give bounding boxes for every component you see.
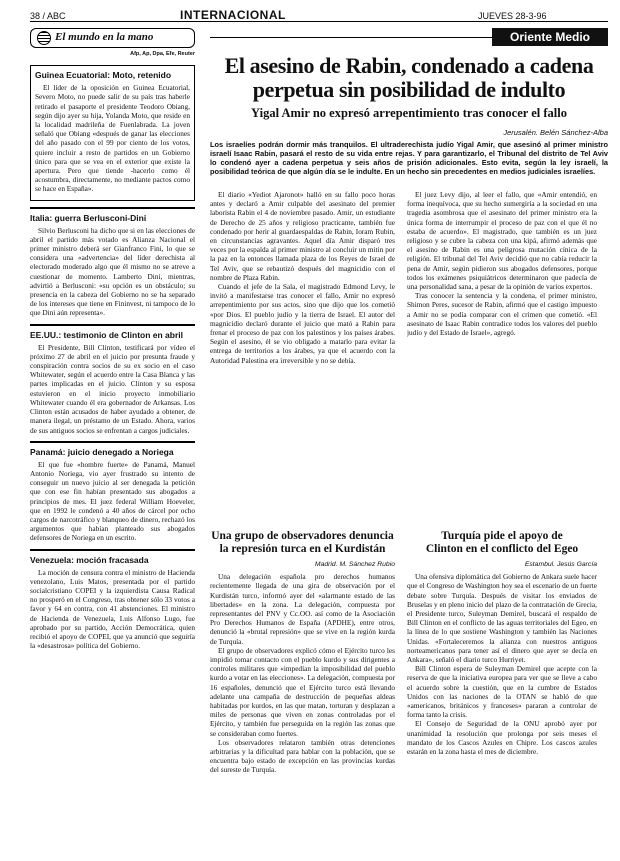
brief-italia xyxy=(30,207,195,318)
brief-title: Panamá: juicio denegado a Noriega xyxy=(30,446,174,457)
globe-icon xyxy=(37,31,51,45)
agency-credits: Afp, Ap, Dpa, Efe, Reuter xyxy=(130,51,195,57)
kurdistan-article xyxy=(210,530,395,861)
section-kicker: Oriente Medio xyxy=(492,28,608,46)
page-header xyxy=(30,8,608,22)
turkey-byline: Estambul. Jesús García xyxy=(524,561,597,568)
headline-line: Una grupo de observadores denuncia xyxy=(211,530,394,542)
headline-line: la represión turca en el Kurdistán xyxy=(219,543,386,555)
main-byline: Jerusalén. Belén Sánchez-Alba xyxy=(503,128,608,137)
body-paragraph: Tras conocer la sentencia y la condena, el primer ministro, Shimon Peres, sucesor de Rabin, afirmó que el castigo impuesto a Amir no se podía comparar con el crimen que cometió. «El asesinato de Isaac Rabin contradice todos los valores del pueblo judío y del Estado de Israel», agregó. xyxy=(407,291,597,338)
turkey-body xyxy=(407,572,597,861)
brief-text: La moción de censura contra el ministro de Hacienda venezolano, Luis Matos, presentada por el partido socialcristiano COPEI y la izquierdista Causa Radical no prosperó en el Congreso, tras obtener sólo 33 votos a favor y 64 en contra, con 41 abstenciones. El ministro de Hacienda de Venezuela, Luis Alfonso Lugo, fue aprobado por su partido, Acción Democrática, quien recibió el apoyo de COPEI, que ya anunció que seguiría la «desastrosa» política del Gobierno. xyxy=(30,567,195,651)
headline-line: perpetua sin posibilidad de indulto xyxy=(252,77,566,102)
body-paragraph: El Consejo de Seguridad de la ONU aprobó ayer por unanimidad la resolución que prolonga por seis meses el mandato de los Cascos Azules en Chipre. Los cascos azules estarán en la zona hasta el mes de diciembre. xyxy=(407,719,597,757)
body-paragraph: Una delegación española pro derechos humanos recientemente llegada de una gira de observación por el Kurdistán turco, informó ayer del «alarmante estado de las libertades» en la zona. La delegación, compuesta por representantes del PNV y Cc.OO. así como de la Asociación Pro Derechos Humanos de España (APDHE), entre otros, denunció la «brutal represión» que se vive en la región kurda de Turquía. xyxy=(210,572,395,646)
brief-text: El Presidente, Bill Clinton, testificará por vídeo el próximo 27 de abril en el juicio por presunta fraude y conspiración contra socios de su ex socio en el caso Whitewater, según el acuerdo entre la Casa Blanca y las partes implicadas en el juicio. Clinton y su esposa estuvieron en el inicio proyecto inmobiliario Whitewater cuando él era gobernador de Arkansas. Los Clinton están acusados de haber ayudado a obtener, de manera ilegal, un préstamo de un Estado. Ahora, varios de sus antiguos socios se enfrentan a cargos judiciales. xyxy=(30,342,195,435)
brief-title: Venezuela: moción fracasada xyxy=(30,554,149,565)
body-paragraph: El diario «Yediot Ajaronot» halló en su fallo poco horas antes y declaró a Amir culpable del asesinato del premier laborista Rabin el 4 de noviembre pasado. Amir, un estudiante de Derecho de 25 años y religioso practicante, también fue condenado por herir al guardaespaldas de Rabin, Ioram Rubin, en circunstancias agravantes. Aquel día Amir disparó tres veces por la espalda al primer ministro al concluir un mitin por la paz en la entonces llamada plaza de los Reyes de Israel de Tel Aviv, que se rebautizó después del magnicidio con el nombre de Plaza Rabin. xyxy=(210,190,395,282)
sidebar-column xyxy=(30,28,195,853)
brief-text: Silvio Berlusconi ha dicho que si en las elecciones de abril el partido más votado es Alianza Nacional el primer ministro deberá ser Gianfranco Fini, lo que se considera una «advertencia» del líder derechista al electorado moderado algo que él mismo no se atreve a cuestionar de momento. Lamberto Dini, mientras, advirtió a Berlusconi: «su opción es un obstáculo; su presencia en la cabeza del Gobierno no se ha separado de los intereses que tiene en Fininvest, ni tampoco de lo que Dini aún representa». xyxy=(30,225,195,318)
kurdistan-body xyxy=(210,572,395,861)
kurdistan-headline xyxy=(210,530,395,556)
brief-title: EE.UU.: testimonio de Clinton en abril xyxy=(30,329,184,340)
brief-eeuu xyxy=(30,324,195,435)
page-number: 38 / ABC xyxy=(30,11,66,21)
brief-venezuela xyxy=(30,549,195,651)
brief-title: Guinea Ecuatorial: Moto, retenido xyxy=(35,70,172,81)
issue-date: JUEVES 28-3-96 xyxy=(478,11,547,21)
brief-title: Italia: guerra Berlusconi-Dini xyxy=(30,212,147,223)
section-title: INTERNACIONAL xyxy=(180,8,286,22)
turkey-headline xyxy=(407,530,597,556)
body-paragraph: Los observadores relataron también otras detenciones arbitrarias y la dificultad para hablar con la población, que se encuentra bajo estado de excepción en las provincias kurdas del sureste de Turquía. xyxy=(210,737,395,775)
body-paragraph: El juez Levy dijo, al leer el fallo, que «Amir entendió, en forma inequívoca, que su hecho sumergiría a la sociedad en una tragedia asombrosa que el asesinato del primer ministro era la única forma de interrumpir el proceso de paz con el que él no estaba de acuerdo». El magistrado, que también es un juez religioso y se cubre la cabeza con una kipá, afirmó además que el asesino de Rabin es una peligrosa mutación cínica de la religión. El tribunal del Tel Aviv decidió que no cabía reducir la pena de Amir, según pidieron sus abogados defensores, porque todos los exámenes psiquiátricos determinaron que padecía de una personalidad sana, a pesar de la opinión de varios expertos. xyxy=(407,190,597,292)
main-subheadline: Yigal Amir no expresó arrepentimiento tras conocer el fallo xyxy=(251,106,567,120)
kurdistan-byline: Madrid. M. Sánchez Rubio xyxy=(314,561,395,568)
sidebar-title: El mundo en la mano xyxy=(55,31,154,44)
turkey-article xyxy=(407,530,597,861)
body-paragraph: El grupo de observadores explicó cómo el Ejército turco les impidió tomar contacto con el pueblo kurdo y sus dirigentes a controles militares que «impedían la imposibilidad del pueblo kurdo a votar en las elecciones». La delegación, compuesta por 16 españoles, denunció que el Ejército turco está llevando adelante una campaña de destrucción de pequeñas aldeas habitadas por kurdos, en las que matan, torturan y desplazan a miles de personas que viven en zonas controladas por el Ejército, y también fue perseguida en la región las zonas que se consideraban como fuertes. xyxy=(210,645,395,738)
brief-text: El líder de la oposición en Guinea Ecuatorial, Severo Moto, no puede salir de su país tras haberle retirado el pasaporte el presidente Teodoro Obiang, según dijo ayer su hija, Yolanda Moto, que reside en la localidad madrileña de Fuenlabrada. La joven señaló que Obiang «después de ganar las elecciones del año pasado con el 99 por ciento de los votos, quiere incluir a resto de partidos en un Gobierno único para que se vea en el exterior que existe la apertura. Pero que tiende -hacerlo como él acostumbra, directamente, no mediante pactos como se hace en España». xyxy=(35,83,190,194)
headline-line: Clinton en el conflicto del Egeo xyxy=(425,543,579,555)
main-headline xyxy=(210,54,608,102)
headline-line: Turquía pide el apoyo de xyxy=(441,530,563,542)
body-column-2 xyxy=(407,190,597,370)
brief-text: El que fue «hombre fuerte» de Panamá, Manuel Antonio Noriega, vio ayer frustrado su intento de conseguir un nuevo juicio al ser denegada la petición que con ese fin habían presentado sus abogados a principios de mes. El juez federal William Hoeveler, que en 1992 le condenó a 40 años de cárcel por ocho cargos de narcotráfico y blanqueo de dinero, rechazó los argumentos que habían planteado sus abogados defensores de Noriega en un escrito. xyxy=(30,459,195,543)
headline-line: El asesino de Rabin, condenado a cadena xyxy=(224,53,594,78)
brief-guinea xyxy=(30,65,195,200)
body-paragraph: Cuando el jefe de la Sala, el magistrado Edmond Levy, le invitó a manifestarse tras conocer el fallo, Amir no expresó arrepentimiento por sus actos, sino que dijo que los cometió «por Dios. El pueblo judío y la tierra de Israel. El autor del magnicidio declaró durante el juicio que mató a Rabin para frenar el proceso de paz con los palestinos y los países árabes. Según el asesino, él se vio obligado a matarlo para evitar la entrega de territorios a los árabes, ya que el acuerdo con la Autoridad Palestina era irreversible y no se debía. xyxy=(210,282,395,365)
main-lead: Los israelíes podrán dormir más tranquilos. El ultraderechista judío Yigal Amir, que asesinó al primer ministro israelí Isaac Rabin, pasará el resto de su vida entre rejas. Y para garantizarlo, el Tribunal del distrito de Tel Aviv lo condenó ayer a cadena perpetua y seis años de prisión adicionales. Esto evita, según la ley israelí, la posibilidad teórica de que algún día se le indulte. En un hecho sin precedentes en medios judiciales israelíes. xyxy=(210,140,608,176)
sidebar-title-box xyxy=(30,28,195,48)
brief-panama xyxy=(30,441,195,543)
body-paragraph: Bill Clinton espera de Suleyman Demirel que acepte con la reserva de que la iniciativa europea para ver que se lleve a cabo el acuerdo sobre la cuestión, que en la cumbre de Estados Unidos con las naciones de la OTAN se habló de que «americanos, británicos y franceses» pararan a controlar de forma tanto la crisis. xyxy=(407,664,597,720)
body-column-1 xyxy=(210,190,395,370)
body-paragraph: Una ofensiva diplomática del Gobierno de Ankara suele hacer que el Congreso de Washington hoy sea el escenario de un fuerte debate sobre Turquía. Después de visitar los enviados de Bruselas y en pleno inicio del plazo de la contratación de Grecia, el Presidente turco, Suleyman Demirel, buscará el respaldo de Bill Clinton en el conflicto de las aguas territoriales del Egeo, en la línea de lo que sostiene Washington y también las Naciones Unidas. «Fortaleceremos la alianza con nuestros antiguos norteamericanos para tener así el dinero que ayer se decía en Ankara», señaló el diario turco Hurriyet. xyxy=(407,572,597,665)
